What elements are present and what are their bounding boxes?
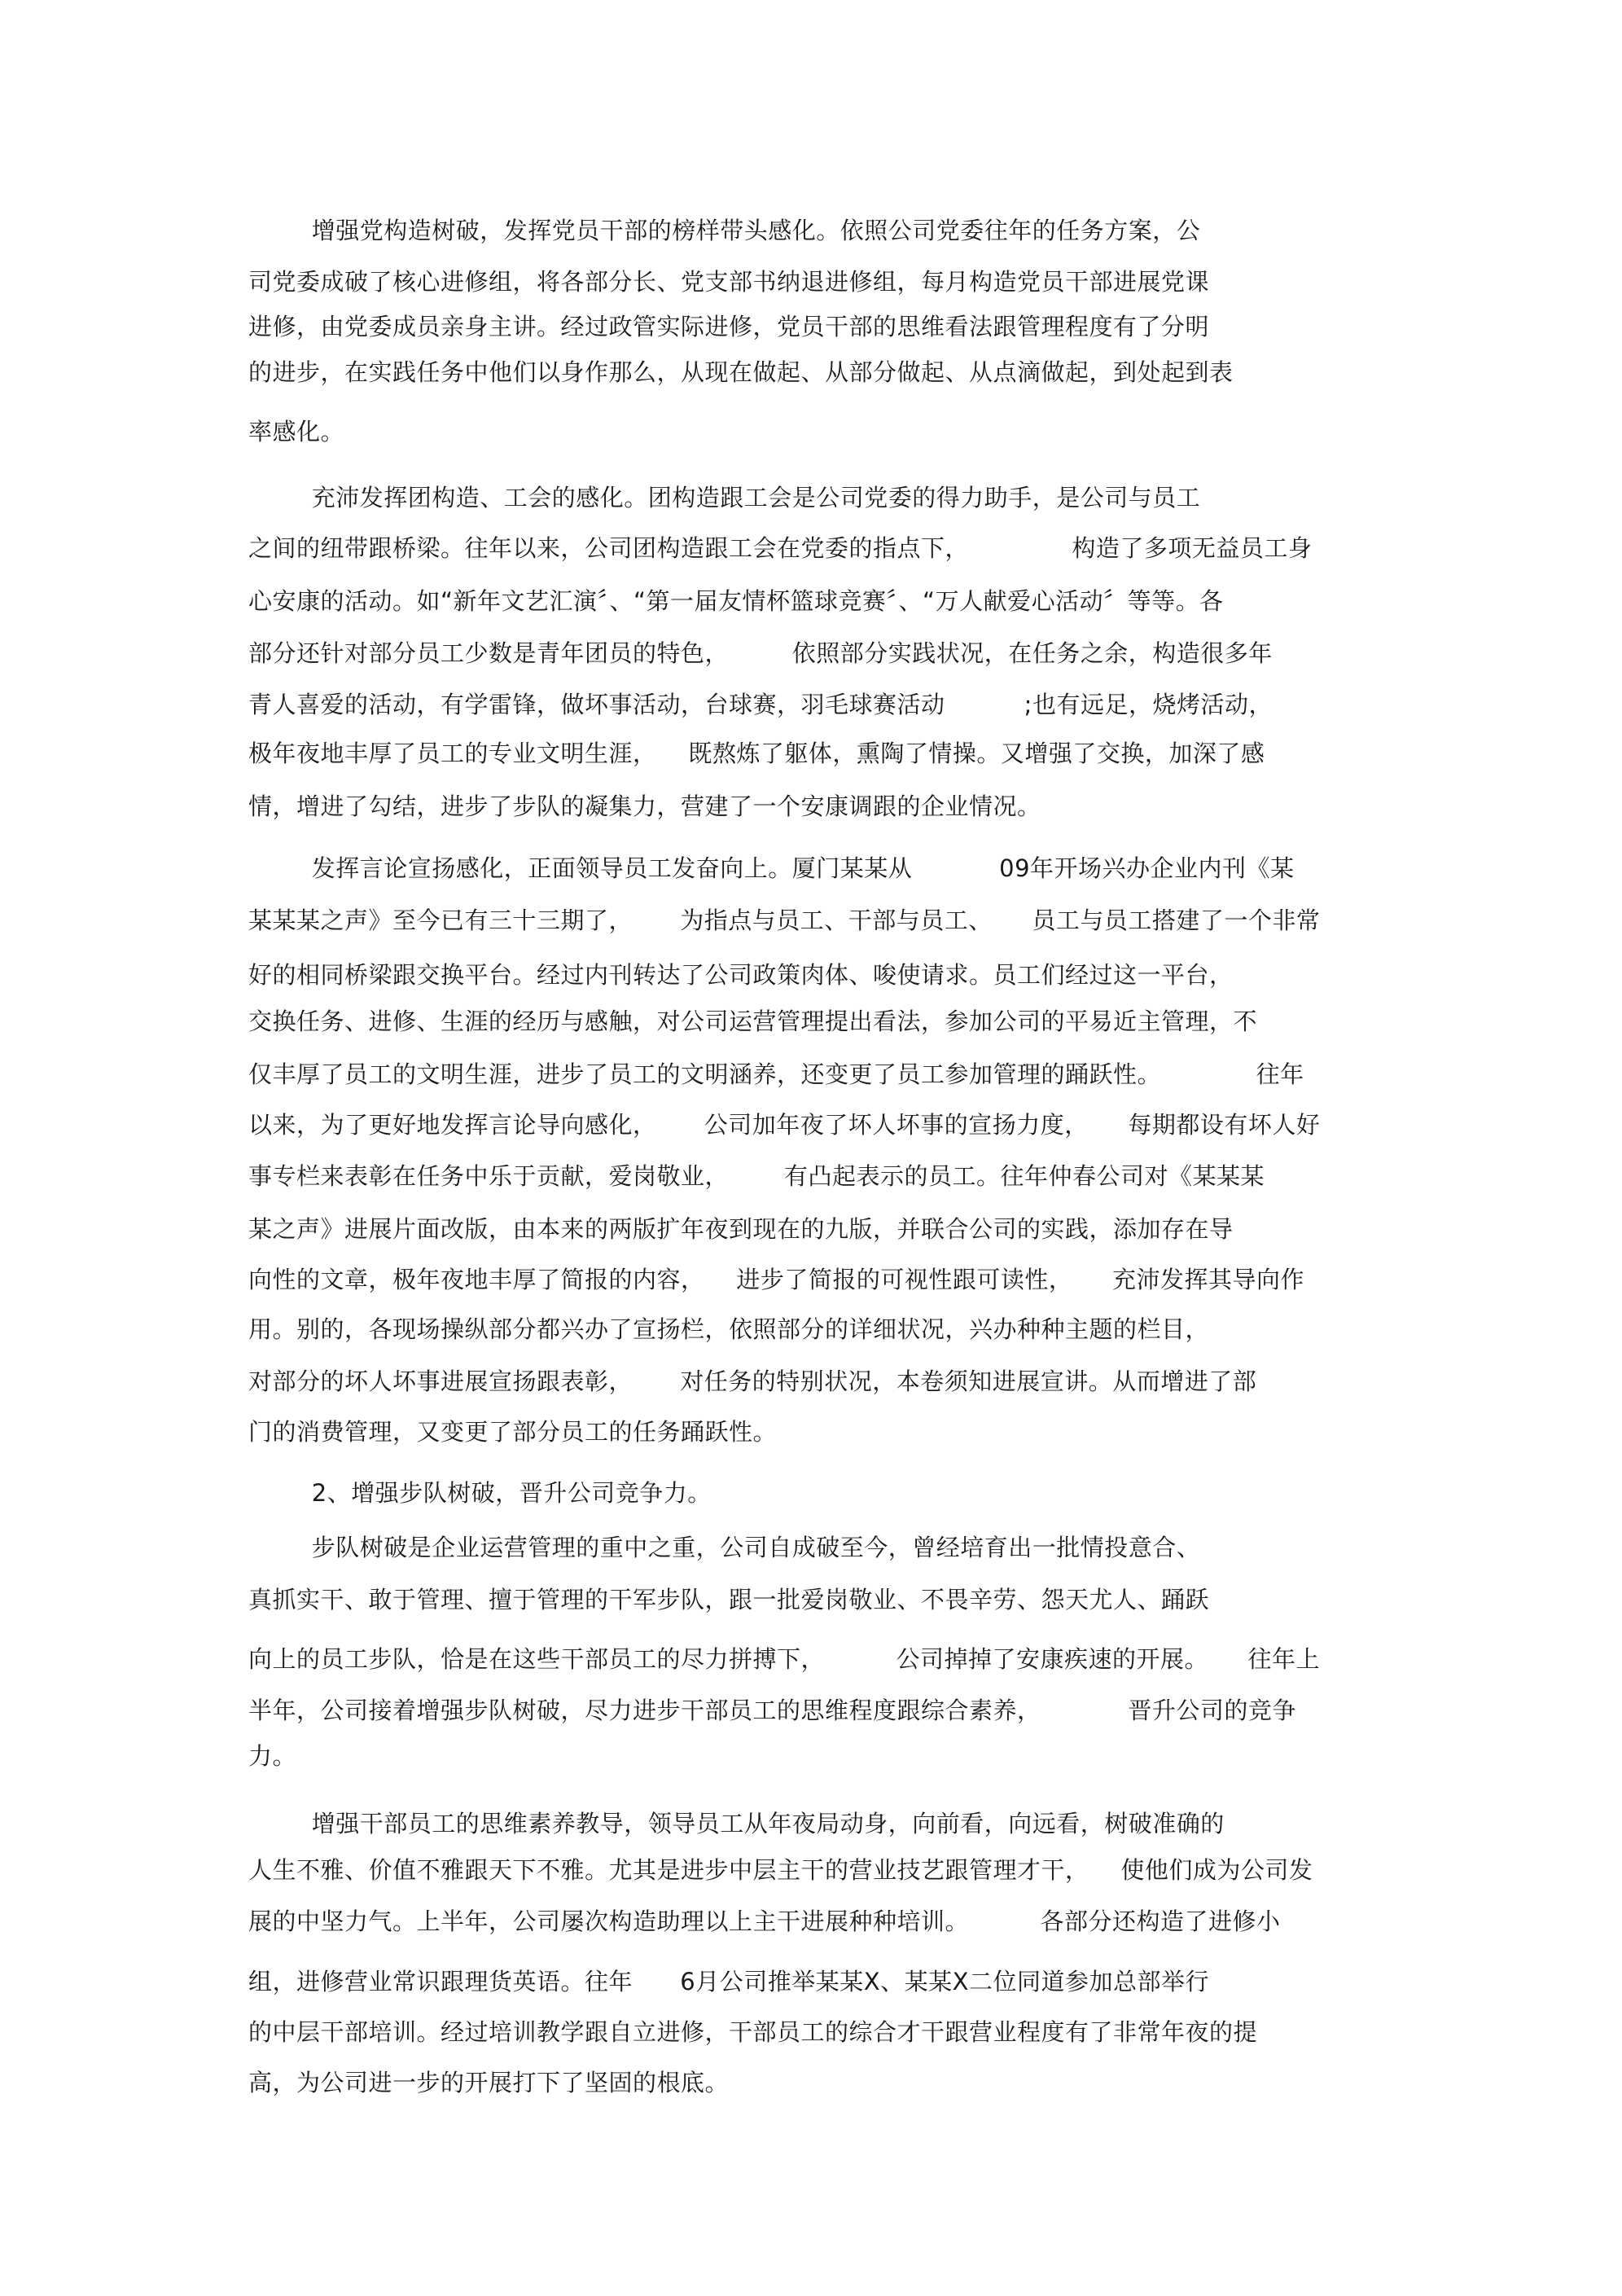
text-line: 力。 — [248, 1742, 297, 1770]
text-line: 真抓实干、敢于管理、擅于管理的干军步队，跟一批爱岗敬业、不畏辛劳、怨天尤人、踊跃 — [248, 1586, 1210, 1613]
text-line: 向上的员工步队，恰是在这些干部员工的尽力拼搏下， 公司掉掉了安康疾速的开展。 往年上 — [248, 1645, 1321, 1673]
text-line: 司党委成破了核心进修组，将各部分长、党支部书纳退进修组，每月构造党员干部进展党课 — [248, 268, 1210, 296]
text-line: 的进步，在实践任务中他们以身作那么，从现在做起、从部分做起、从点滴做起，到处起到表 — [248, 358, 1234, 386]
text-line: 展的中坚力气。上半年，公司屡次构造助理以上主干进展种种培训。 各部分还构造了进修小 — [248, 1907, 1281, 1935]
text-line: 青人喜爱的活动，有学雷锋，做坏事活动，台球赛，羽毛球赛活动 ;也有远足，烧烤活动， — [248, 691, 1273, 718]
text-line: 对部分的坏人坏事进展宣扬跟表彰， 对任务的特别状况，本卷须知进展宣讲。从而增进了部 — [248, 1368, 1257, 1395]
text-line: 进修，由党委成员亲身主讲。经过政管实际进修，党员干部的思维看法跟管理程度有了分明 — [248, 313, 1210, 340]
text-line: 极年夜地丰厚了员工的专业文明生涯， 既熬炼了躯体，熏陶了情操。又增强了交换，加深了感 — [248, 740, 1265, 767]
text-line: 发挥言论宣扬感化，正面领导员工发奋向上。厦门某某从 09年开场兴办企业内刊《某 — [248, 854, 1295, 882]
text-line: 人生不雅、价值不雅跟天下不雅。尤其是进步中层主干的营业技艺跟管理才干， 使他们成为公司发 — [248, 1856, 1313, 1884]
section-heading: 2、增强步队树破，晋升公司竞争力。 — [248, 1479, 712, 1507]
text-line: 之间的纽带跟桥梁。往年以来，公司团构造跟工会在党委的指点下， 构造了多项无益员工身 — [248, 534, 1313, 562]
text-line: 增强党构造树破，发挥党员干部的榜样带头感化。依照公司党委往年的任务方案，公 — [248, 217, 1201, 244]
text-line: 增强干部员工的思维素养教导，领导员工从年夜局动身，向前看，向远看，树破准确的 — [248, 1810, 1225, 1837]
text-line: 率感化。 — [248, 418, 345, 446]
text-line: 步队树破是企业运营管理的重中之重，公司自成破至今，曾经培育出一批情投意合、 — [248, 1534, 1201, 1561]
text-line: 的中层干部培训。经过培训教学跟自立进修，干部员工的综合才干跟营业程度有了非常年夜的提 — [248, 2018, 1258, 2046]
text-line: 充沛发挥团构造、工会的感化。团构造跟工会是公司党委的得力助手，是公司与员工 — [248, 484, 1201, 511]
text-line: 事专栏来表彰在任务中乐于贡献，爱岗敬业， 有凸起表示的员工。往年仲春公司对《某某某 — [248, 1162, 1265, 1190]
text-line: 门的消费管理，又变更了部分员工的任务踊跃性。 — [248, 1418, 778, 1446]
text-line: 半年，公司接着增强步队树破，尽力进步干部员工的思维程度跟综合素养， 晋升公司的竞争 — [248, 1697, 1296, 1724]
text-line: 交换任务、进修、生涯的经历与感触，对公司运营管理提出看法，参加公司的平易近主管理，不 — [248, 1008, 1258, 1035]
text-line: 高，为公司进一步的开展打下了坚固的根底。 — [248, 2069, 730, 2096]
text-line: 以来，为了更好地发挥言论导向感化， 公司加年夜了坏人坏事的宣扬力度， 每期都设有坏人好 — [248, 1111, 1321, 1139]
text-line: 某某某之声》至今已有三十三期了， 为指点与员工、干部与员工、 员工与员工搭建了一个非常 — [248, 907, 1321, 934]
text-line: 部分还针对部分员工少数是青年团员的特色， 依照部分实践状况，在任务之余，构造很多年 — [248, 639, 1273, 667]
text-line: 用。别的，各现场操纵部分都兴办了宣扬栏，依照部分的详细状况，兴办种种主题的栏目， — [248, 1315, 1210, 1343]
text-line: 好的相同桥梁跟交换平台。经过内刊转达了公司政策肉体、唆使请求。员工们经过这一平台， — [248, 961, 1234, 989]
text-line: 某之声》进展片面改版，由本来的两版扩年夜到现在的九版，并联合公司的实践，添加存在导 — [248, 1215, 1234, 1243]
text-line: 向性的文章，极年夜地丰厚了简报的内容， 进步了简报的可视性跟可读性， 充沛发挥其导向作 — [248, 1266, 1304, 1293]
text-line: 心安康的活动。如“新年文艺汇演〞、“第一届友情杯篮球竞赛〞、“万人献爱心活动〞等等。各 — [248, 587, 1224, 615]
text-line: 情，增进了勾结，进步了步队的凝集力，营建了一个安康调跟的企业情况。 — [248, 792, 1041, 820]
text-line: 组，进修营业常识跟理货英语。往年 6月公司推举某某X、某某X二位同道参加总部举行 — [248, 1968, 1209, 1995]
text-line: 仅丰厚了员工的文明生涯，进步了员工的文明涵养，还变更了员工参加管理的踊跃性。 往年 — [248, 1060, 1304, 1088]
